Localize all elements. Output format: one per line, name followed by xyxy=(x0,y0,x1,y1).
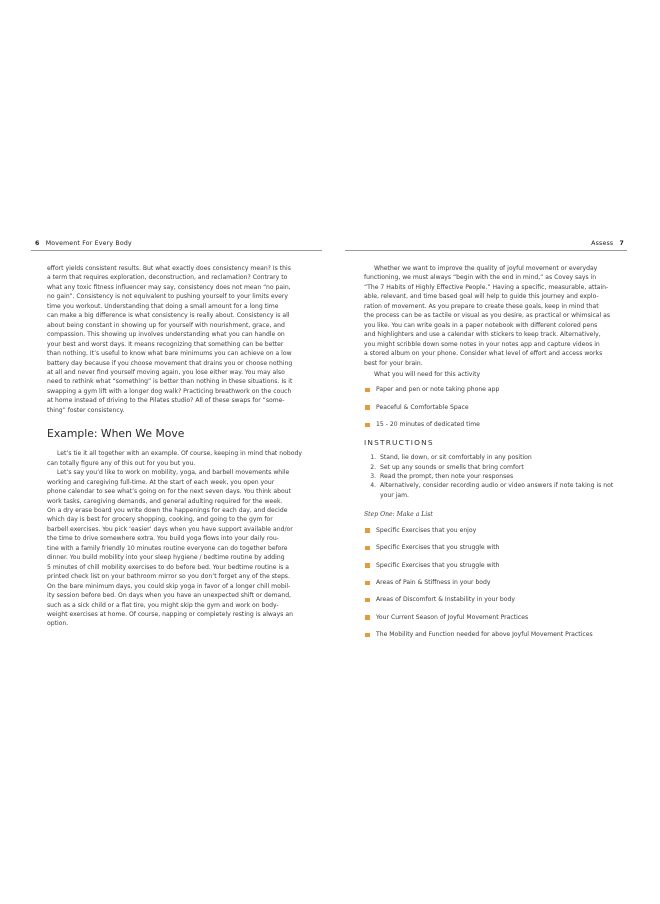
need-intro: What you will need for this activity xyxy=(374,370,481,378)
text-line: “The 7 Habits of Highly Effective People.” Having a specific, measurable, attain- xyxy=(364,283,609,291)
list-item: Specific Exercises that you struggle with xyxy=(364,561,614,570)
text-line: ity session before bed. On days when you have an unexpected shift or demand, xyxy=(47,592,291,600)
square-bullet-icon xyxy=(365,563,370,568)
list-item: Areas of Pain & Stiffness in your body xyxy=(364,578,614,587)
page-number-left: 6 xyxy=(35,240,40,247)
text-line: phone calendar to see what’s going on for the next seven days. You think about xyxy=(47,488,291,496)
text-line: a stored album on your phone. Consider what level of effort and access works xyxy=(364,350,603,358)
right-page-body xyxy=(364,264,614,648)
text-line: thing” foster consistency. xyxy=(47,406,125,414)
paragraph-goals xyxy=(364,264,614,368)
text-line: the process can be as tactile or visual as you desire, as practical or whimsical as xyxy=(364,312,611,320)
square-bullet-icon xyxy=(365,615,370,620)
text-line: what any toxic fitness influencer may say, consistency does not mean “no pain, xyxy=(47,283,291,291)
square-bullet-icon xyxy=(365,423,370,428)
list-item: The Mobility and Function needed for above Joyful Movement Practices xyxy=(364,630,614,639)
text-line: than nothing. It’s useful to know what bare minimums you can achieve on a low xyxy=(47,350,292,358)
list-item: Specific Exercises that you enjoy xyxy=(364,526,614,535)
text-line: option. xyxy=(47,620,69,628)
text-line: functioning, we must always “begin with the end in mind,” as Covey says in xyxy=(364,274,597,282)
needs-list xyxy=(364,385,614,429)
instructions-list xyxy=(364,453,614,500)
text-line: need to rethink what “something” is better than nothing in these situations. Is it xyxy=(47,378,293,386)
text-line: the time to drive somewhere extra. You build yoga flows into your daily rou- xyxy=(47,535,279,543)
header-rule-right xyxy=(345,250,627,251)
text-line: tine with a family friendly 10 minutes routine everyone can do together before xyxy=(47,544,288,552)
text-line: time you workout. Understanding that doing a small amount for a long time xyxy=(47,302,279,310)
text-line: weight exercises at home. Of course, napping or completely resting is always an xyxy=(47,610,293,618)
list-item: Areas of Discomfort & Instability in your body xyxy=(364,595,614,604)
text-line: you like. You can write goals in a paper notebook with different colored pens xyxy=(364,321,598,329)
square-bullet-icon xyxy=(365,388,370,393)
text-line: and highlighters and use a calendar with stickers to keep track. Alternatively, xyxy=(364,331,601,339)
list-item: 4. Alternatively, consider recording audio or video answers if note taking is not your jam. xyxy=(378,481,614,500)
list-item: Specific Exercises that you struggle with xyxy=(364,543,614,552)
square-bullet-icon xyxy=(365,598,370,603)
square-bullet-icon xyxy=(365,581,370,586)
text-line: you might scribble down some notes in your notes app and capture videos in xyxy=(364,340,600,348)
text-line: dinner. You build mobility into your sleep hygiene / bedtime routine by adding xyxy=(47,554,285,562)
step-one-heading: Step One: Make a List xyxy=(364,511,433,519)
chapter-title: Assess xyxy=(591,240,614,247)
text-line: Let’s tie it all together with an example. Of course, keeping in mind that nobody xyxy=(57,450,302,458)
text-line: a term that requires exploration, deconstruction, and reclamation? Contrary to xyxy=(47,274,288,282)
text-line: best for your brain. xyxy=(364,359,423,367)
square-bullet-icon xyxy=(365,528,370,533)
list-item: Your Current Season of Joyful Movement Practices xyxy=(364,613,614,622)
text-line: able, relevant, and time based goal will help to guide this journey and explo- xyxy=(364,293,599,301)
list-item: 2. Set up any sounds or smells that bring comfort xyxy=(378,463,614,472)
square-bullet-icon xyxy=(365,405,370,410)
text-line: your best and worst days. It means recognizing that something can be better xyxy=(47,340,284,348)
paragraph-example-intro xyxy=(47,449,302,468)
text-line: Let’s say you’d like to work on mobility, yoga, and barbell movements while xyxy=(57,469,290,477)
text-line: work tasks, caregiving demands, and general adulting required for the week. xyxy=(47,497,283,505)
list-item: 15 - 20 minutes of dedicated time xyxy=(364,420,614,429)
running-header-right xyxy=(591,240,628,247)
text-line: barbell exercises. You pick ‘easier’ days when you have support available and/or xyxy=(47,525,293,533)
text-line: On a dry erase board you write down the happenings for each day, and decide xyxy=(47,506,288,514)
list-item: Peaceful & Comfortable Space xyxy=(364,403,614,412)
text-line: On the bare minimum days, you could skip yoga in favor of a longer chill mobil- xyxy=(47,582,291,590)
square-bullet-icon xyxy=(365,633,370,638)
instructions-heading: INSTRUCTIONS xyxy=(364,437,434,447)
text-line: effort yields consistent results. But what exactly does consistency mean? Is this xyxy=(47,265,291,272)
left-page-body xyxy=(47,264,302,629)
list-item: 1. Stand, lie down, or sit comfortably in any position xyxy=(378,453,614,462)
square-bullet-icon xyxy=(365,546,370,551)
paragraph-example-body xyxy=(47,468,295,629)
text-line: battery day because if you choose movement that drains you or choose nothing xyxy=(47,359,293,367)
text-line: working and caregiving full-time. At the start of each week, you open your xyxy=(47,478,275,486)
running-header-left xyxy=(31,240,132,247)
list-item: 3. Read the prompt, then note your responses xyxy=(378,472,614,481)
text-line: Whether we want to improve the quality of joyful movement or everyday xyxy=(374,265,598,272)
text-line: at all and never find yourself moving again, you lose either way. You may also xyxy=(47,368,285,376)
text-line: at home instead of driving to the Pilates studio? All of these swaps for “some- xyxy=(47,397,285,405)
text-line: can totally figure any of this out for you but you. xyxy=(47,459,196,467)
paragraph-consistency xyxy=(47,264,295,415)
section-heading-example: Example: When We Move xyxy=(47,427,185,441)
text-line: can make a big difference is what consistency is really about. Consistency is all xyxy=(47,312,290,320)
text-line: printed check list on your bathroom mirror so you don’t forget any of the steps. xyxy=(47,573,290,581)
text-line: swapping a gym lift with a longer dog walk? Practicing breathwork on the couch xyxy=(47,387,292,395)
text-line: such as a sick child or a flat tire, you might skip the gym and work on body- xyxy=(47,601,279,609)
text-line: which day is best for grocery shopping, cooking, and going to the gym for xyxy=(47,516,273,524)
header-rule-left xyxy=(31,250,322,251)
text-line: about being constant in showing up for yourself with nourishment, grace, and xyxy=(47,321,285,329)
book-title: Movement For Every Body xyxy=(45,240,132,247)
text-line: ration of movement. As you prepare to create these goals, keep in mind that xyxy=(364,302,599,310)
page-number-right: 7 xyxy=(619,240,624,247)
text-line: 5 minutes of chill mobility exercises to do before bed. Your bedtime routine is a xyxy=(47,563,290,571)
step-one-list xyxy=(364,526,614,640)
text-line: no gain”. Consistency is not equivalent to pushing yourself to your limits every xyxy=(47,293,289,301)
text-line: compassion. This showing up involves understanding what you can handle on xyxy=(47,331,285,339)
list-item: Paper and pen or note taking phone app xyxy=(364,385,614,394)
